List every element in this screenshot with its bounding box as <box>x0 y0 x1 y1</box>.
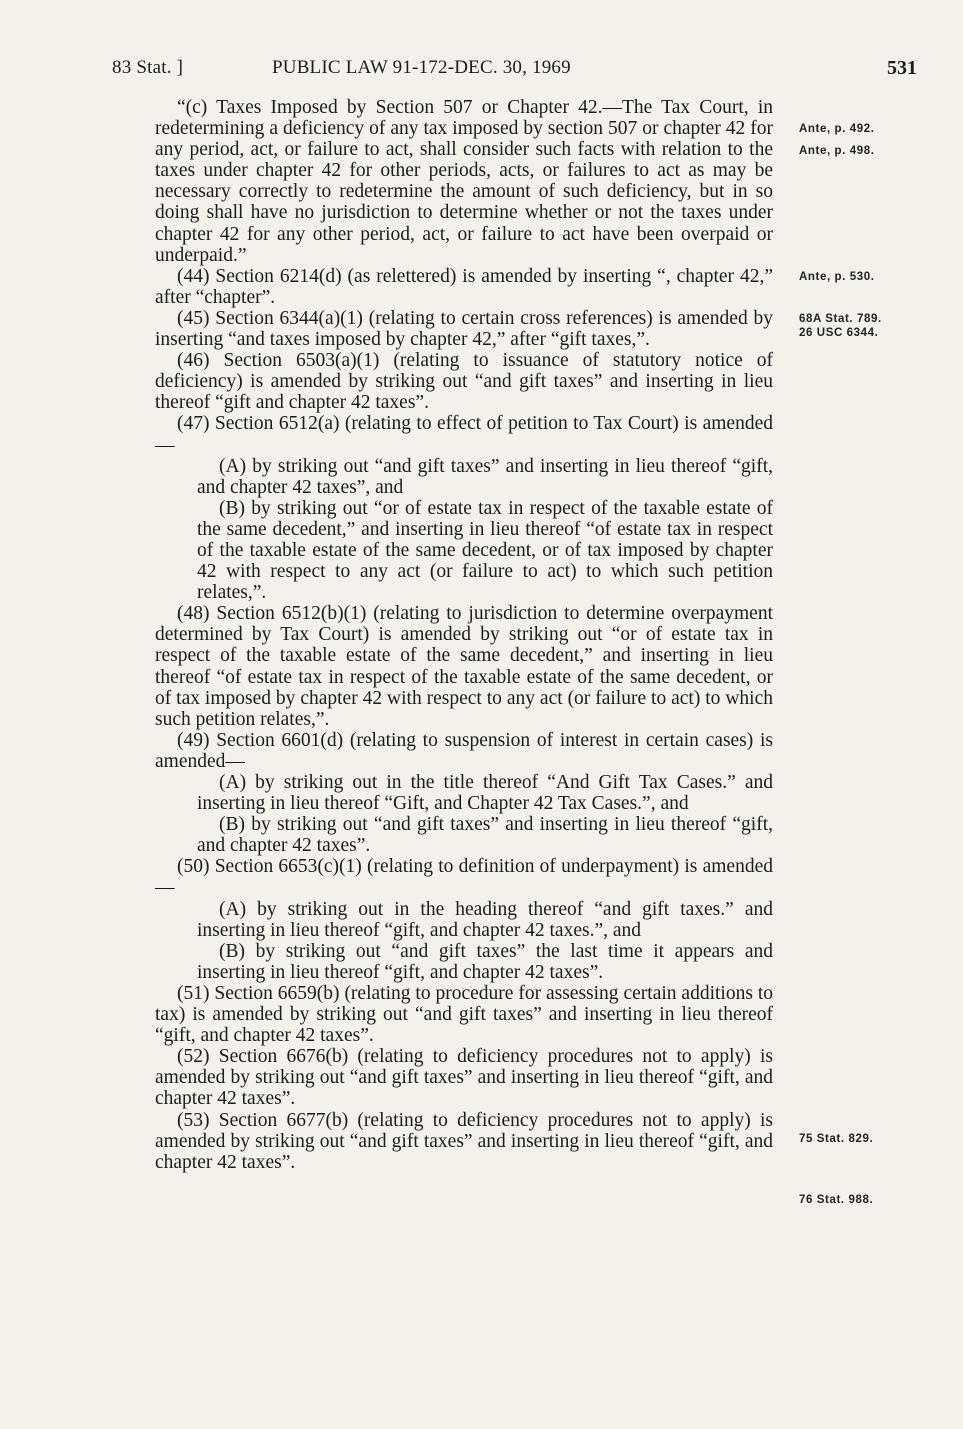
margin-note: Ante, p. 530. <box>799 271 875 283</box>
margin-note: Ante, p. 492. <box>799 123 875 135</box>
paragraph-53: (53) Section 6677(b) (relating to deficiency procedures not to apply) is amended by striking out “and gift taxes” and inserting in lieu thereof “gift, and chapter 42 taxes”. <box>155 1109 773 1173</box>
paragraph-50-b: (B) by striking out “and gift taxes” the last time it appears and inserting in lieu thereof “gift, and chapter 42 taxes”. <box>197 940 773 983</box>
paragraph-50-a: (A) by striking out in the heading thereof “and gift taxes.” and inserting in lieu thereof “gift, and chapter 42 taxes.”, and <box>197 898 773 941</box>
paragraph-47-a: (A) by striking out “and gift taxes” and inserting in lieu thereof “gift, and chapter 42 taxes”, and <box>197 455 773 498</box>
page-number: 531 <box>887 57 917 79</box>
paragraph-47: (47) Section 6512(a) (relating to effect of petition to Tax Court) is amended— <box>155 413 773 456</box>
paragraph-51: (51) Section 6659(b) (relating to procedure for assessing certain additions to tax) is amended by striking out “and gift taxes” and inserting in lieu thereof “gift, and chapter 42 taxes”. <box>155 982 773 1047</box>
paragraph-49-b: (B) by striking out “and gift taxes” and inserting in lieu thereof “gift, and chapter 42 taxes”. <box>197 814 773 857</box>
paragraph-52: (52) Section 6676(b) (relating to deficiency procedures not to apply) is amended by striking out “and gift taxes” and inserting in lieu thereof “gift, and chapter 42 taxes”. <box>155 1046 773 1110</box>
margin-note: 75 Stat. 829. <box>799 1133 874 1145</box>
page-header <box>0 57 963 83</box>
margin-note: 26 USC 6344. <box>799 327 879 339</box>
margin-note: 76 Stat. 988. <box>799 1194 874 1206</box>
margin-note: 68A Stat. 789. <box>799 313 882 325</box>
paragraph-44: (44) Section 6214(d) (as relettered) is amended by inserting “, chapter 42,” after “chapter”. <box>155 265 773 308</box>
paragraph-49: (49) Section 6601(d) (relating to suspension of interest in certain cases) is amended— <box>155 729 773 772</box>
paragraph-46: (46) Section 6503(a)(1) (relating to issuance of statutory notice of deficiency) is amended by striking out “and gift taxes” and inserting in lieu thereof “gift and chapter 42 taxes”. <box>155 350 773 414</box>
paragraph-49-a: (A) by striking out in the title thereof “And Gift Tax Cases.” and inserting in lieu thereof “Gift, and Chapter 42 Tax Cases.”, and <box>197 772 773 815</box>
volume-reference: 83 Stat. ] <box>112 57 184 78</box>
statute-body <box>155 97 773 1173</box>
paragraph-45: (45) Section 6344(a)(1) (relating to certain cross references) is amended by inserting “and taxes imposed by chapter 42,” after “gift taxes,”. <box>155 307 773 351</box>
margin-note: Ante, p. 498. <box>799 145 875 157</box>
paragraph-c: “(c) Taxes Imposed by Section 507 or Chapter 42.—The Tax Court, in redetermining a deficiency of any tax imposed by section 507 or chapter 42 for any period, act, or failure to act, shall consider such facts with relation to the taxes under chapter 42 for other periods, acts, or failures to act as may be necessary correctly to redetermine the amount of such deficiency, but in so doing shall have no jurisdiction to determine whether or not the taxes under chapter 42 for any other period, act, or failure to act have been overpaid or underpaid.” <box>155 97 773 266</box>
paragraph-47-b: (B) by striking out “or of estate tax in respect of the taxable estate of the same decedent,” and inserting in lieu thereof “of estate tax in respect of the taxable estate of the same decedent, or of tax imposed by chapter 42 with respect to any act (or failure to act) to which such petition relates,”. <box>197 497 773 604</box>
running-title: PUBLIC LAW 91-172-DEC. 30, 1969 <box>272 57 571 78</box>
paragraph-48: (48) Section 6512(b)(1) (relating to jurisdiction to determine overpayment determined by Tax Court) is amended by striking out “or of estate tax in respect of the taxable estate of the same decedent,” and inserting in lieu thereof “of estate tax in respect of the taxable estate of the same decedent, or of tax imposed by chapter 42 with respect to any act (or failure to act) to which such petition relates,”. <box>155 603 773 730</box>
paragraph-50: (50) Section 6653(c)(1) (relating to definition of underpayment) is amended— <box>155 856 773 899</box>
